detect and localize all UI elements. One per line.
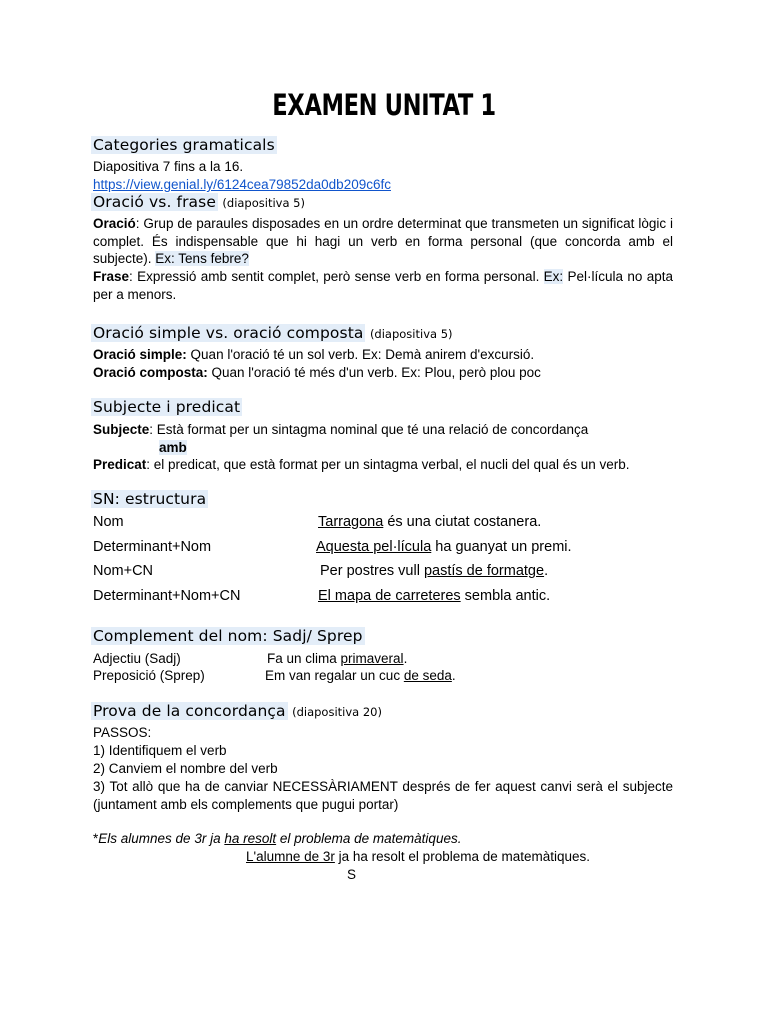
subject-marker: S [347,867,357,882]
genially-link[interactable]: https://view.genial.ly/6124cea79852da0db209c6fc [93,177,391,192]
step-3: 3) Tot allò que ha de canviar NECESSÀRIAMENT després de fer aquest canvi serà el subjecte (juntament amb els complements que pugui portar) [93,779,673,812]
concordanca-example-2: L'alumne de 3r ja ha resolt el problema de matemàtiques. [246,849,591,864]
sn-label: Determinant+Nom+CN [93,588,241,604]
categories-text: Diapositiva 7 fins a la 16. [93,159,244,174]
categories-link-line [93,176,391,194]
amb-word: amb [159,440,187,455]
cn-example: Em van regalar un cuc de seda. [265,668,456,683]
sn-example: El mapa de carreteres sembla antic. [318,588,551,604]
cn-example: Fa un clima primaveral. [267,651,408,666]
section-heading-oracio-frase: Oració vs. frase (diapositiva 5) [93,193,305,211]
frase-definition: Frase: Expressió amb sentit complet, però sense verb en forma personal. Ex: Pel·lícula no apta per a menors. [93,269,673,302]
oracio-definition: Oració: Grup de paraules disposades en un ordre determinat que transmeten un significat lògic i complet. És indispensable que hi hagi un verb en forma personal (que concorda amb el subjecte). Ex: Tens febre? [93,216,673,266]
section-heading-concordanca: Prova de la concordança (diapositiva 20) [93,702,382,720]
cn-label: Adjectiu (Sadj) [93,651,181,666]
step-1: 1) Identifiquem el verb [93,743,227,758]
section-heading-categories: Categories gramaticals [93,136,275,154]
page-title: EXAMEN UNITAT 1 [272,88,496,122]
oracio-simple-line: Oració simple: Quan l'oració té un sol verb. Ex: Demà anirem d'excursió. [93,347,535,362]
sn-example: Tarragona és una ciutat costanera. [318,514,542,530]
sn-example: Per postres vull pastís de formatge. [320,563,549,579]
section-heading-sn: SN: estructura [93,490,207,508]
concordanca-example-1: *Els alumnes de 3r ja ha resolt el problema de matemàtiques. [93,831,462,846]
passos-label: PASSOS: [93,725,152,740]
predicat-line: Predicat: el predicat, que està format per un sintagma verbal, el nucli del qual és un verb. [93,457,630,472]
sn-label: Determinant+Nom [93,539,212,555]
cn-label: Preposició (Sprep) [93,668,205,683]
subjecte-line: Subjecte: Està format per un sintagma nominal que té una relació de concordança [93,422,589,437]
sn-label: Nom [93,514,124,530]
sn-example: Aquesta pel·lícula ha guanyat un premi. [316,539,572,555]
step-2: 2) Canviem el nombre del verb [93,761,278,776]
sn-label: Nom+CN [93,563,154,579]
section-heading-cn: Complement del nom: Sadj/ Sprep [93,627,363,645]
oracio-composta-line: Oració composta: Quan l'oració té més d'un verb. Ex: Plou, però plou poc [93,365,541,380]
section-heading-simple-composta: Oració simple vs. oració composta (diapositiva 5) [93,324,453,342]
section-heading-subjecte-predicat: Subjecte i predicat [93,398,241,416]
